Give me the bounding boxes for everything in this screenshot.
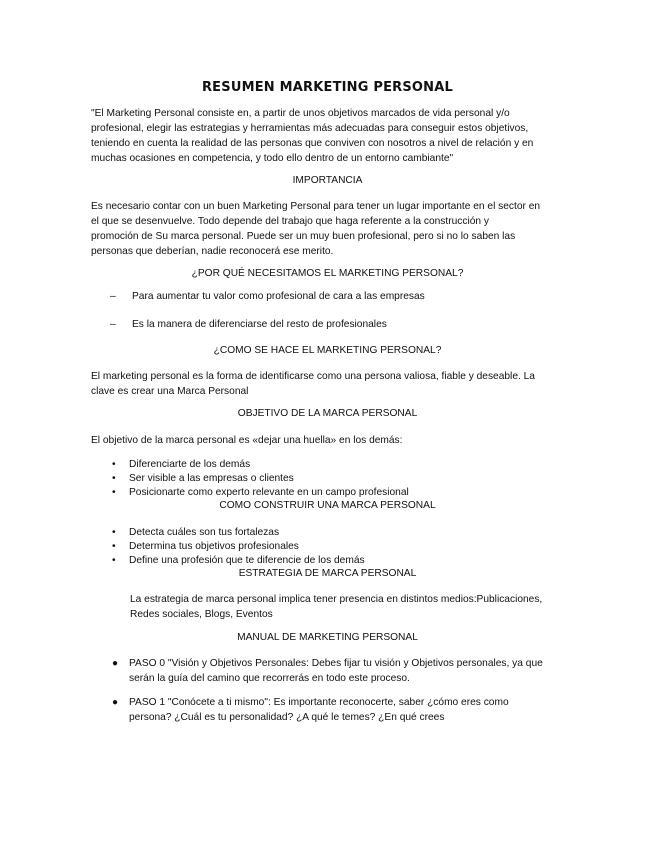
importancia-line: Es necesario contar con un buen Marketing Personal para tener un lugar importante en el sector en [91, 201, 541, 212]
heading-importancia: IMPORTANCIA [292, 175, 363, 186]
intro-paragraph [91, 106, 564, 166]
bullet-mark: • [112, 541, 116, 552]
list-item-line: PASO 1 "Conócete a ti mismo": Es importante reconocerte, saber ¿cómo eres como [129, 697, 509, 708]
list-item-text: Es la manera de diferenciarse del resto de profesionales [132, 319, 387, 330]
list-item [110, 291, 425, 302]
list-item [112, 458, 250, 472]
list-item [112, 526, 279, 540]
list-item [112, 540, 299, 554]
intro-line: teniendo en cuenta la realidad de las personas que conviven con nosotros a nivel de relación y en [91, 138, 534, 149]
objetivo-intro-line: El objetivo de la marca personal es «dejar una huella» en los demás: [91, 435, 403, 446]
bullet-mark: • [112, 527, 116, 538]
list-item-text: Posicionarte como experto relevante en un campo profesional [129, 487, 409, 498]
list-item-line: serán la guía del camino que recorrerás en todo este proceso. [129, 673, 410, 684]
bullet-mark: ● [112, 658, 119, 669]
list-item-line: PASO 0 "Visión y Objetivos Personales: Debes fijar tu visión y Objetivos personales, ya que [129, 658, 543, 669]
list-item [112, 472, 294, 486]
estrategia-line: La estrategia de marca personal implica tener presencia en distintos medios:Publicaciones, [130, 594, 543, 605]
heading-por-que: ¿POR QUÉ NECESITAMOS EL MARKETING PERSONAL? [191, 268, 464, 279]
bullet-mark: ● [112, 697, 119, 708]
heading-como-construir: COMO CONSTRUIR UNA MARCA PERSONAL [219, 500, 436, 511]
intro-line: muchas ocasiones en competencia, y todo ello dentro de un entorno cambiante" [91, 153, 454, 164]
importancia-paragraph [91, 199, 564, 259]
intro-line: "El Marketing Personal consiste en, a partir de unos objetivos marcados de vida personal y/o [91, 108, 510, 119]
estrategia-paragraph [130, 592, 564, 622]
list-item [112, 486, 409, 500]
list-item [112, 695, 564, 725]
heading-como-se-hace: ¿COMO SE HACE EL MARKETING PERSONAL? [213, 345, 442, 356]
como-se-hace-paragraph [91, 369, 564, 399]
bullet-mark: • [112, 459, 116, 470]
bullet-mark: • [112, 555, 116, 566]
heading-estrategia: ESTRATEGIA DE MARCA PERSONAL [238, 568, 417, 579]
dash-bullet: – [110, 319, 116, 330]
importancia-line: el que se desenvuelve. Todo depende del trabajo que haga referente a la construcción y [91, 216, 489, 227]
list-item [112, 656, 564, 686]
bullet-mark: • [112, 487, 116, 498]
list-item-text: Ser visible a las empresas o clientes [129, 473, 294, 484]
objetivo-intro [91, 433, 564, 448]
estrategia-line: Redes sociales, Blogs, Eventos [130, 609, 273, 620]
heading-manual: MANUAL DE MARKETING PERSONAL [237, 632, 418, 643]
importancia-line: promoción de Su marca personal. Puede ser un muy buen profesional, pero si no lo saben las [91, 231, 516, 242]
heading-objetivo: OBJETIVO DE LA MARCA PERSONAL [237, 408, 418, 419]
list-item-text: Diferenciarte de los demás [129, 459, 251, 470]
como-se-hace-line: clave es crear una Marca Personal [91, 386, 249, 397]
intro-line: profesional, elegir las estrategias y herramientas más adecuadas para conseguir estos objetivos, [91, 123, 529, 134]
como-se-hace-line: El marketing personal es la forma de identificarse como una persona valiosa, fiable y deseable. La [91, 371, 535, 382]
document-title: RESUMEN MARKETING PERSONAL [201, 79, 454, 96]
list-item-text: Para aumentar tu valor como profesional de cara a las empresas [132, 291, 425, 302]
list-item [112, 554, 365, 568]
dash-bullet: – [110, 291, 116, 302]
list-item [110, 319, 387, 330]
list-item-text: Determina tus objetivos profesionales [129, 541, 299, 552]
list-item-text: Define una profesión que te diferencie de los demás [129, 555, 365, 566]
bullet-mark: • [112, 473, 116, 484]
importancia-line: personas que deberían, nadie reconocerá ese merito. [91, 246, 334, 257]
list-item-line: persona? ¿Cuál es tu personalidad? ¿A qué le temes? ¿En qué crees [129, 712, 445, 723]
list-item-text: Detecta cuáles son tus fortalezas [129, 527, 280, 538]
